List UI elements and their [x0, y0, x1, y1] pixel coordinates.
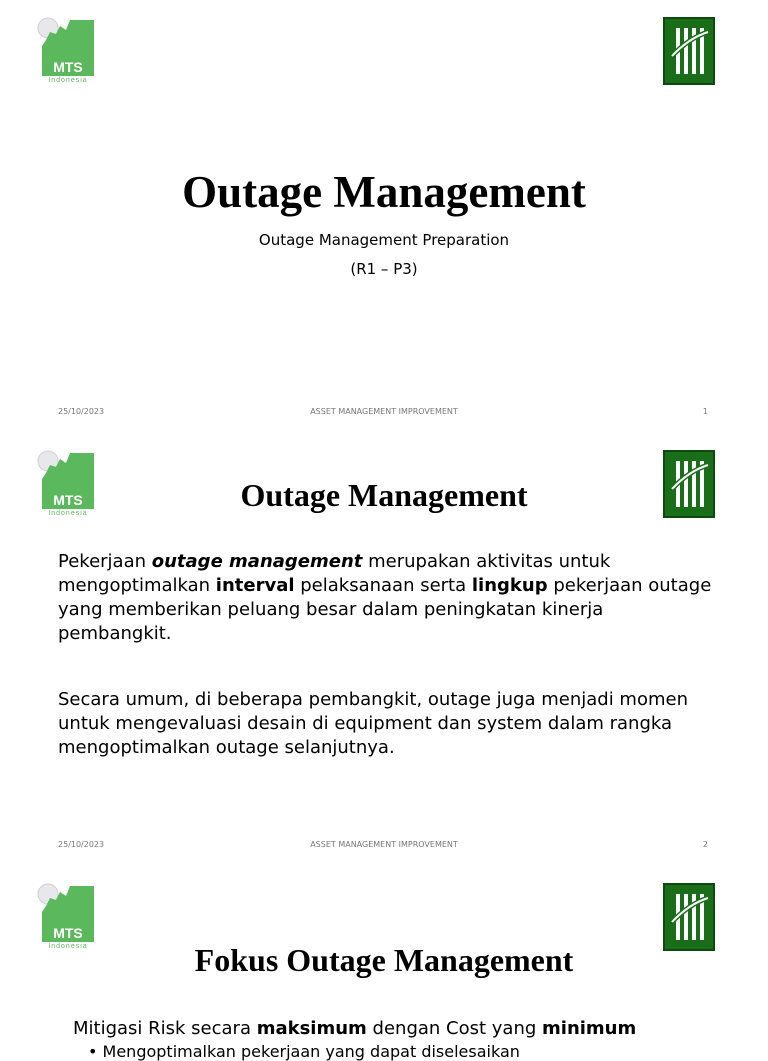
svg-text:MTS: MTS	[53, 59, 83, 75]
bullet-item: • Mengoptimalkan pekerjaan yang dapat diselesaikan	[88, 1042, 520, 1061]
slide-title: Fokus Outage Management	[194, 942, 574, 978]
slide-code: (R1 – P3)	[350, 260, 418, 278]
footer-title: ASSET MANAGEMENT IMPROVEMENT	[310, 407, 458, 416]
svg-text:Indonesia: Indonesia	[48, 943, 88, 950]
slide-1	[0, 0, 768, 433]
slide-3	[0, 866, 768, 1061]
mts-logo	[36, 16, 100, 84]
focus-line: Mitigasi Risk secara maksimum dengan Cost yang minimum	[73, 1018, 637, 1039]
mts-logo	[36, 882, 100, 950]
svg-text:MTS: MTS	[53, 925, 83, 941]
paragraph-1: Pekerjaan outage management merupakan aktivitas untuk mengoptimalkan interval pelaksanaan serta lingkup pekerjaan outage yang memberikan peluang besar dalam peningkatan kinerja pembangkit.	[58, 551, 712, 644]
company-logo-icon	[664, 18, 714, 84]
slide-title: Outage Management	[240, 477, 528, 513]
company-logo-icon	[664, 884, 714, 950]
footer-title: ASSET MANAGEMENT IMPROVEMENT	[310, 840, 458, 849]
slide-subtitle: Outage Management Preparation	[258, 231, 510, 249]
svg-text:Indonesia: Indonesia	[48, 77, 88, 84]
page-number: 2	[702, 840, 708, 849]
paragraph-2: Secara umum, di beberapa pembangkit, outage juga menjadi momen untuk mengevaluasi desain di equipment dan system dalam rangka mengoptimalkan outage selanjutnya.	[58, 689, 688, 758]
footer-date: 25/10/2023	[58, 840, 105, 849]
page-number: 1	[702, 407, 708, 416]
slide-title: Outage Management	[182, 167, 586, 217]
svg-text:MTS: MTS	[53, 492, 83, 508]
slide-2	[0, 433, 768, 866]
footer-date: 25/10/2023	[58, 407, 105, 416]
svg-text:Indonesia: Indonesia	[48, 510, 88, 517]
